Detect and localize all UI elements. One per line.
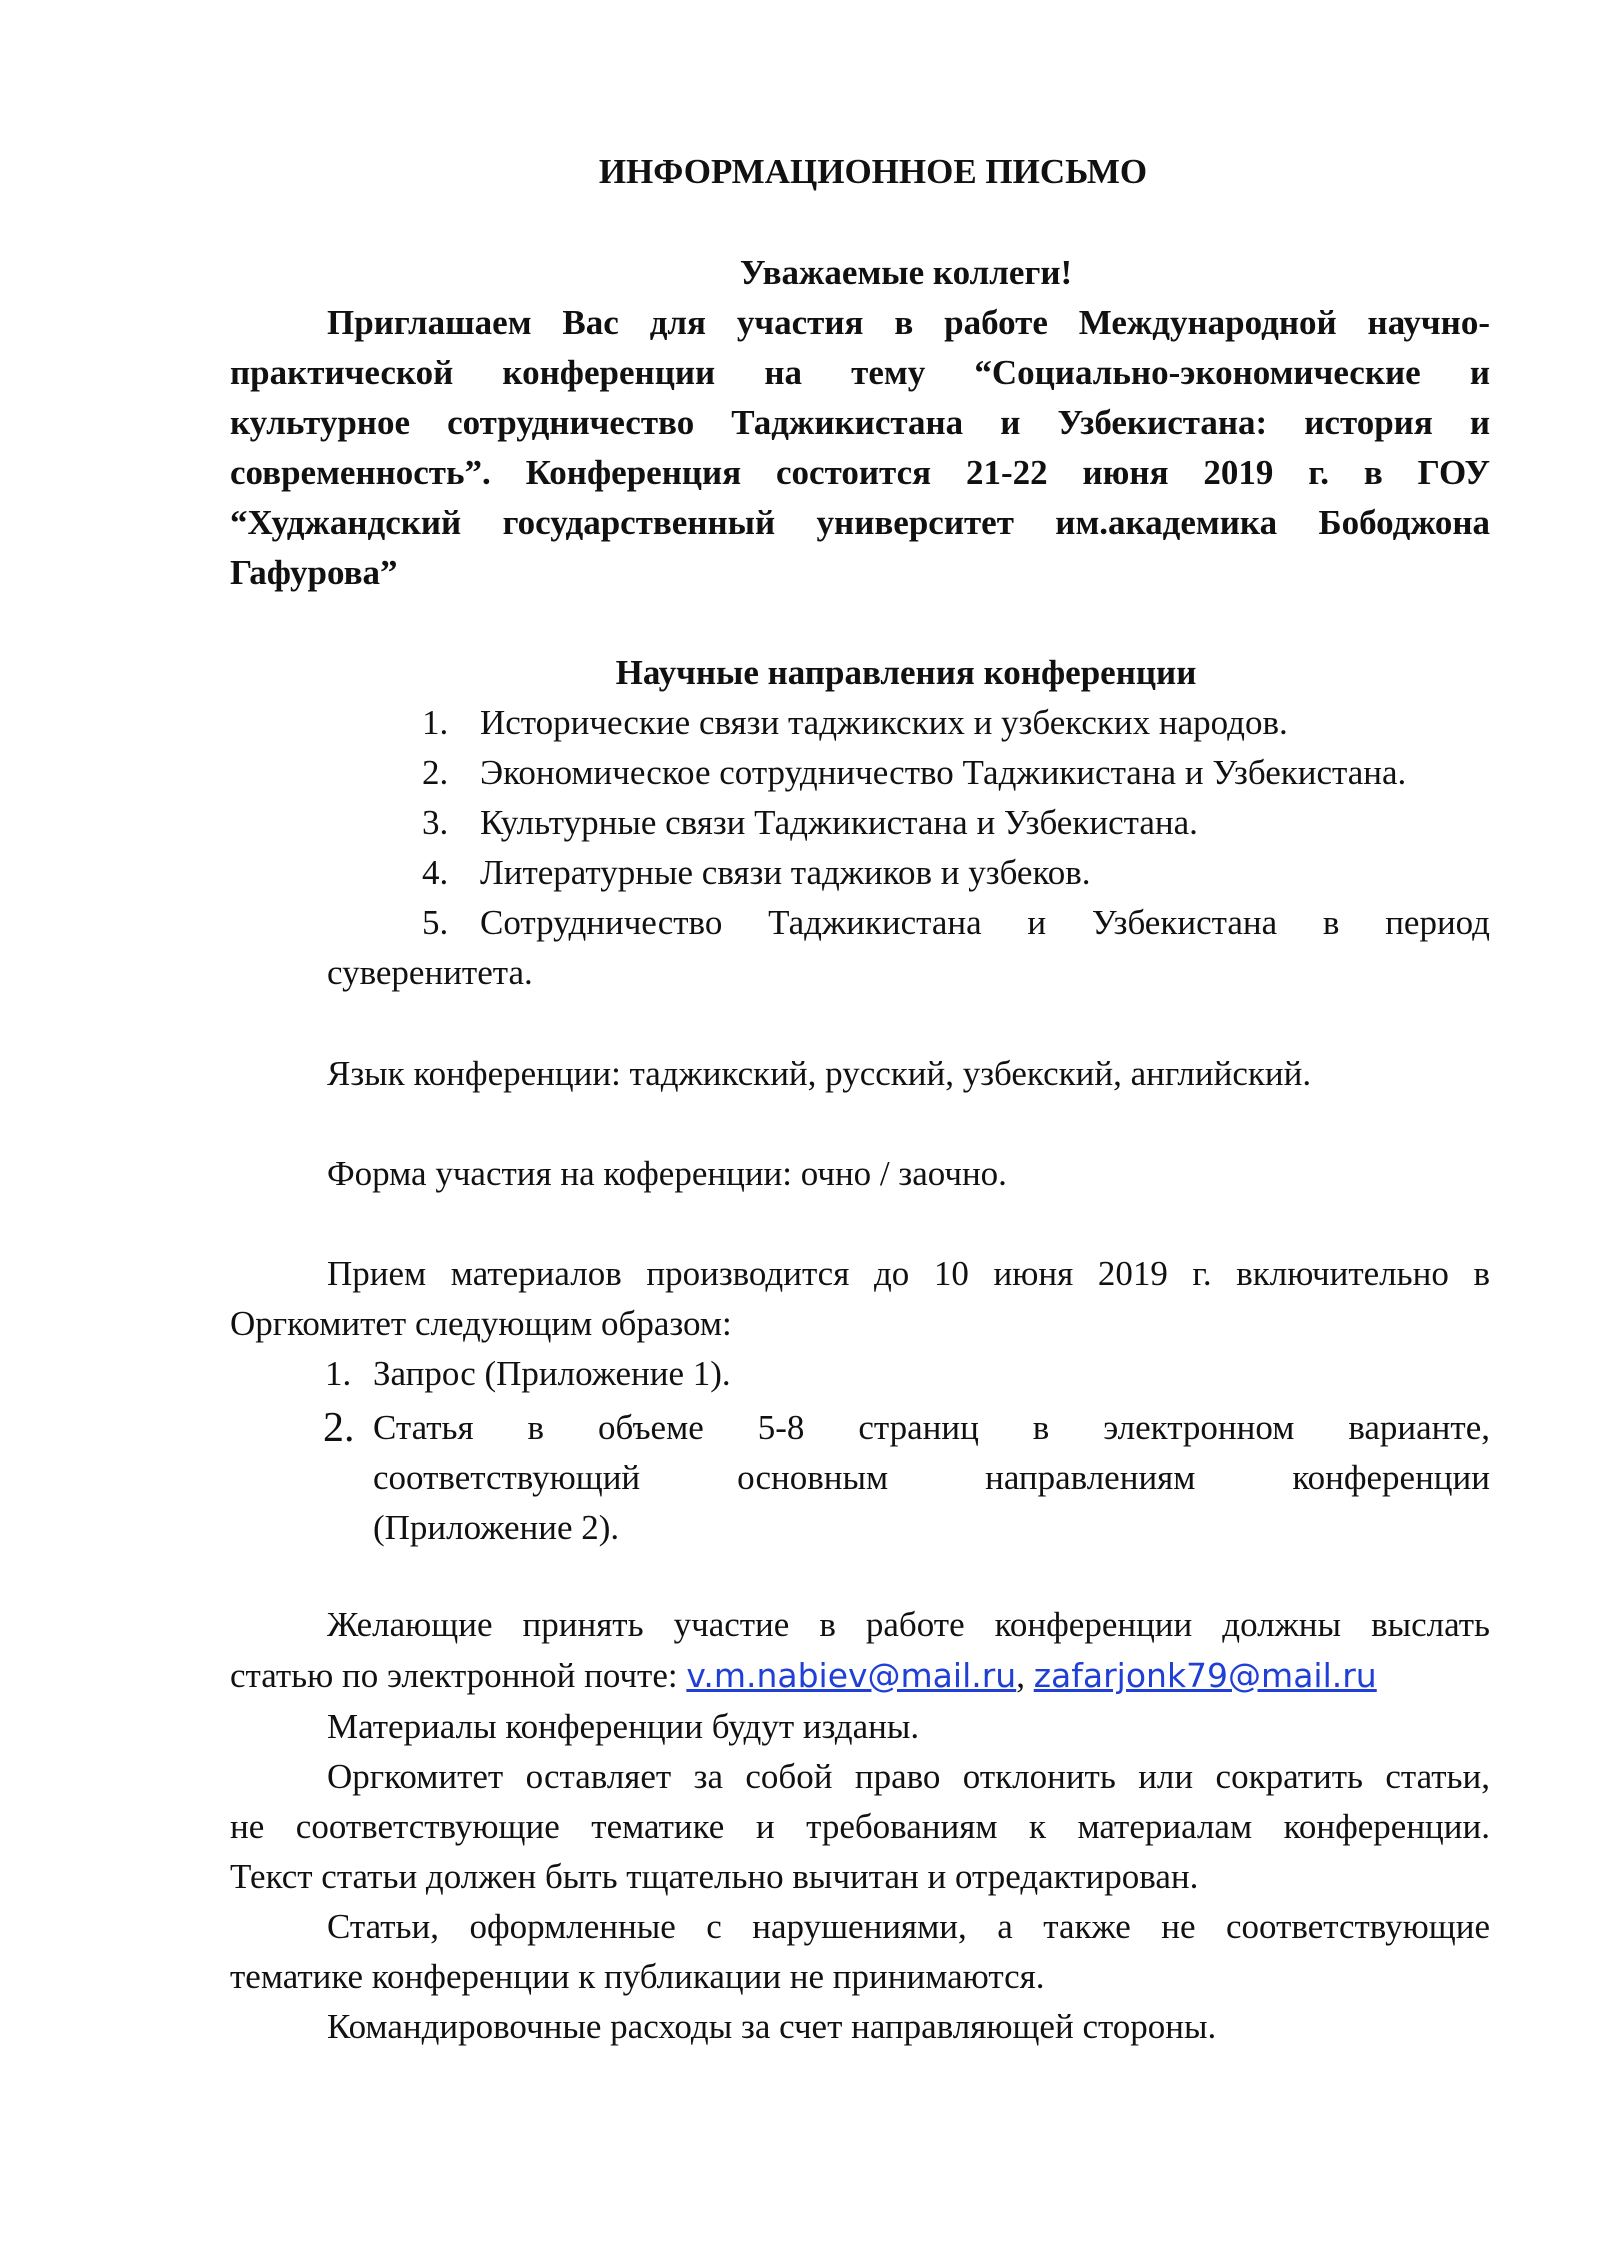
intro-line: культурное сотрудничество Таджикистана и Узбекистана: история и [230,403,1490,442]
email-line [230,1650,1490,1702]
direction-number: 2. [422,753,449,792]
direction-number: 1. [422,703,449,742]
direction-item [230,848,1490,898]
submission-line: (Приложение 2). [373,1508,620,1547]
violations-line: тематике конференции к публикации не принимаются. [230,1957,1045,1996]
direction-text: Исторические связи таджикских и узбекских народов. [480,703,1288,742]
direction-text: Сотрудничество Таджикистана и Узбекистана в период [480,903,1490,942]
email-separator: , [1016,1656,1034,1695]
directions-heading: Научные направления конференции [615,653,1197,692]
submission-line: Статья в объеме 5-8 страниц в электронном варианте, [373,1408,1490,1447]
greeting: Уважаемые коллеги! [739,253,1073,292]
receipt-paragraph [230,1249,1490,1349]
intro-line: “Худжандский государственный университет им.академика Бободжона [230,503,1490,542]
direction-item [230,798,1490,848]
submission-number: 1. [325,1354,352,1393]
intro-paragraph [230,298,1490,598]
participation-form-line: Форма участия на коференции: очно / заочно. [327,1154,1007,1193]
published-line: Материалы конференции будут изданы. [327,1707,920,1746]
language-line: Язык конференции: таджикский, русский, узбекский, английский. [327,1054,1312,1093]
submission-line: Запрос (Приложение 1). [373,1354,731,1393]
receipt-line: Прием материалов производится до 10 июня 2019 г. включительно в [327,1254,1490,1293]
direction-item [230,898,1490,948]
submission-item [230,1403,1490,1553]
direction-number: 4. [422,853,449,892]
direction-continuation: суверенитета. [327,953,533,992]
intro-line: современность”. Конференция состоится 21-22 июня 2019 г. в ГОУ [230,453,1490,492]
rights-line: Оргкомитет оставляет за собой право отклонить или сократить статьи, [327,1757,1490,1796]
intro-line: практической конференции на тему “Социально-экономические и [230,353,1490,392]
direction-item [230,698,1490,748]
email-prefix: статью по электронной почте: [230,1656,687,1695]
direction-text: Литературные связи таджиков и узбеков. [480,853,1091,892]
direction-number: 3. [422,803,449,842]
direction-item [230,748,1490,798]
submission-line: соответствующий основным направлениям конференции [373,1458,1490,1497]
closing-section [230,1600,1490,2052]
intro-line: Приглашаем Вас для участия в работе Международной научно- [327,303,1490,342]
receipt-line: Оргкомитет следующим образом: [230,1304,732,1343]
submission-item [230,1349,1490,1399]
direction-text: Экономическое сотрудничество Таджикистана и Узбекистана. [480,753,1407,792]
submission-list [230,1349,1490,1553]
rights-line: не соответствующие тематике и требованиям к материалам конференции. [230,1807,1490,1846]
violations-line: Статьи, оформленные с нарушениями, а также не соответствующие [327,1907,1490,1946]
document-title: ИНФОРМАЦИОННОЕ ПИСЬМО [598,152,1148,191]
email-link-zafarjonk[interactable]: zafarjonk79@mail.ru [1033,1656,1377,1695]
expenses-line: Командировочные расходы за счет направляющей стороны. [327,2007,1217,2046]
intro-line: Гафурова” [230,553,398,592]
submission-number: 2. [323,1405,355,1451]
direction-text: Культурные связи Таджикистана и Узбекистана. [480,803,1198,842]
directions-list [230,698,1490,998]
direction-number: 5. [422,903,449,942]
rights-line: Текст статьи должен быть тщательно вычитан и отредактирован. [230,1857,1199,1896]
email-link-nabiev[interactable]: v.m.nabiev@mail.ru [686,1656,1017,1695]
email-paragraph-line: Желающие принять участие в работе конференции должны выслать [327,1605,1490,1644]
